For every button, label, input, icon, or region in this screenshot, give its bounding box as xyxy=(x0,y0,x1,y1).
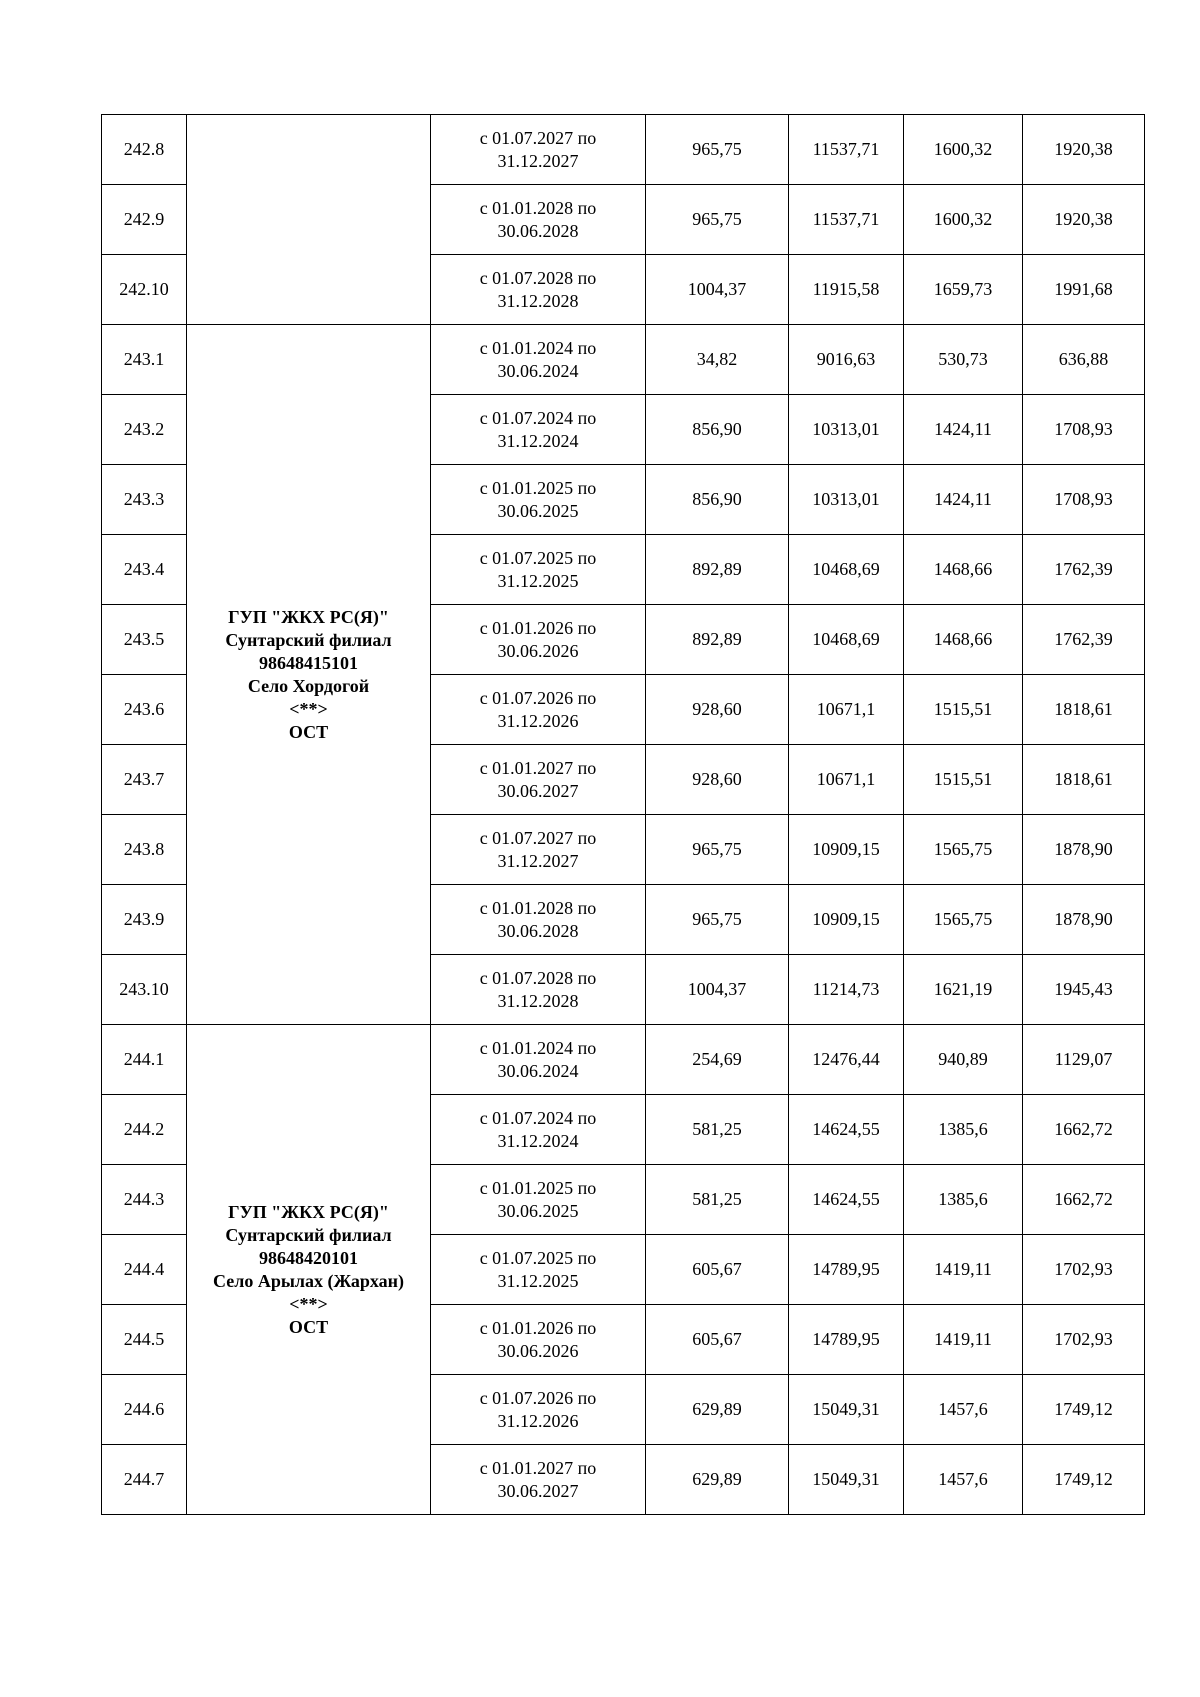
period-line: 30.06.2027 xyxy=(497,780,579,801)
organization-line: 98648415101 xyxy=(259,652,358,673)
value-cell-1: 629,89 xyxy=(646,1375,789,1445)
period-cell xyxy=(431,535,646,605)
value-cell-2: 10468,69 xyxy=(789,605,904,675)
row-number: 243.9 xyxy=(102,885,187,955)
value-cell-2: 11214,73 xyxy=(789,955,904,1025)
table-row xyxy=(102,325,1145,395)
organization-line: ОСТ xyxy=(288,721,329,742)
organization-line: <**> xyxy=(289,1293,328,1314)
value-cell-2: 10468,69 xyxy=(789,535,904,605)
period-line: 30.06.2028 xyxy=(497,220,579,241)
organization-line: <**> xyxy=(289,698,328,719)
value-cell-3: 530,73 xyxy=(904,325,1023,395)
tariff-table-body xyxy=(102,115,1145,1515)
row-number: 244.6 xyxy=(102,1375,187,1445)
row-number: 243.7 xyxy=(102,745,187,815)
value-cell-4: 1878,90 xyxy=(1023,815,1145,885)
period-line: 30.06.2028 xyxy=(497,920,579,941)
value-cell-4: 1708,93 xyxy=(1023,395,1145,465)
value-cell-4: 1762,39 xyxy=(1023,605,1145,675)
value-cell-3: 1565,75 xyxy=(904,885,1023,955)
value-cell-2: 14624,55 xyxy=(789,1165,904,1235)
period-line: с 01.01.2025 по xyxy=(479,1177,597,1198)
period-line: с 01.07.2025 по xyxy=(479,547,597,568)
row-number: 243.4 xyxy=(102,535,187,605)
period-line: 31.12.2028 xyxy=(497,290,579,311)
period-line: с 01.01.2024 по xyxy=(479,337,597,358)
value-cell-3: 1419,11 xyxy=(904,1235,1023,1305)
organization-cell xyxy=(187,325,431,1025)
period-line: с 01.01.2027 по xyxy=(479,757,597,778)
value-cell-3: 1424,11 xyxy=(904,465,1023,535)
value-cell-4: 1818,61 xyxy=(1023,745,1145,815)
period-line: 30.06.2027 xyxy=(497,1480,579,1501)
value-cell-2: 10909,15 xyxy=(789,885,904,955)
period-cell xyxy=(431,955,646,1025)
tariff-table xyxy=(101,114,1145,1515)
period-line: 31.12.2027 xyxy=(497,850,579,871)
row-number: 243.2 xyxy=(102,395,187,465)
value-cell-4: 1991,68 xyxy=(1023,255,1145,325)
value-cell-3: 1659,73 xyxy=(904,255,1023,325)
value-cell-4: 1708,93 xyxy=(1023,465,1145,535)
value-cell-1: 605,67 xyxy=(646,1235,789,1305)
value-cell-2: 9016,63 xyxy=(789,325,904,395)
period-line: 31.12.2028 xyxy=(497,990,579,1011)
period-line: с 01.07.2028 по xyxy=(479,267,597,288)
period-line: с 01.07.2027 по xyxy=(479,127,597,148)
value-cell-3: 1468,66 xyxy=(904,535,1023,605)
value-cell-1: 34,82 xyxy=(646,325,789,395)
value-cell-3: 940,89 xyxy=(904,1025,1023,1095)
value-cell-1: 1004,37 xyxy=(646,955,789,1025)
row-number: 244.5 xyxy=(102,1305,187,1375)
value-cell-2: 10313,01 xyxy=(789,395,904,465)
value-cell-2: 10909,15 xyxy=(789,815,904,885)
value-cell-3: 1468,66 xyxy=(904,605,1023,675)
period-line: 30.06.2025 xyxy=(497,500,579,521)
value-cell-1: 605,67 xyxy=(646,1305,789,1375)
value-cell-1: 629,89 xyxy=(646,1445,789,1515)
value-cell-1: 856,90 xyxy=(646,395,789,465)
value-cell-2: 15049,31 xyxy=(789,1375,904,1445)
row-number: 243.1 xyxy=(102,325,187,395)
value-cell-2: 10671,1 xyxy=(789,745,904,815)
row-number: 244.1 xyxy=(102,1025,187,1095)
period-cell xyxy=(431,465,646,535)
value-cell-4: 1702,93 xyxy=(1023,1235,1145,1305)
period-cell xyxy=(431,1025,646,1095)
row-number: 242.9 xyxy=(102,185,187,255)
row-number: 243.3 xyxy=(102,465,187,535)
period-line: с 01.07.2027 по xyxy=(479,827,597,848)
period-line: с 01.01.2026 по xyxy=(479,617,597,638)
period-line: с 01.01.2027 по xyxy=(479,1457,597,1478)
value-cell-3: 1515,51 xyxy=(904,675,1023,745)
period-cell xyxy=(431,1305,646,1375)
period-line: 31.12.2024 xyxy=(497,430,579,451)
row-number: 244.7 xyxy=(102,1445,187,1515)
value-cell-2: 11915,58 xyxy=(789,255,904,325)
value-cell-3: 1457,6 xyxy=(904,1375,1023,1445)
table-row xyxy=(102,1025,1145,1095)
period-line: с 01.01.2024 по xyxy=(479,1037,597,1058)
organization-line: Сунтарский филиал xyxy=(225,629,392,650)
value-cell-1: 965,75 xyxy=(646,115,789,185)
row-number: 243.8 xyxy=(102,815,187,885)
value-cell-3: 1385,6 xyxy=(904,1095,1023,1165)
value-cell-4: 1749,12 xyxy=(1023,1445,1145,1515)
period-line: с 01.07.2024 по xyxy=(479,1107,597,1128)
value-cell-3: 1457,6 xyxy=(904,1445,1023,1515)
value-cell-2: 12476,44 xyxy=(789,1025,904,1095)
period-cell xyxy=(431,115,646,185)
value-cell-2: 15049,31 xyxy=(789,1445,904,1515)
value-cell-3: 1600,32 xyxy=(904,185,1023,255)
period-line: 31.12.2024 xyxy=(497,1130,579,1151)
value-cell-1: 965,75 xyxy=(646,885,789,955)
value-cell-3: 1621,19 xyxy=(904,955,1023,1025)
row-number: 242.8 xyxy=(102,115,187,185)
value-cell-4: 1762,39 xyxy=(1023,535,1145,605)
row-number: 244.2 xyxy=(102,1095,187,1165)
organization-cell xyxy=(187,1025,431,1515)
row-number: 242.10 xyxy=(102,255,187,325)
organization-line: ГУП "ЖКХ РС(Я)" xyxy=(228,1201,389,1222)
value-cell-3: 1565,75 xyxy=(904,815,1023,885)
period-cell xyxy=(431,675,646,745)
value-cell-4: 1818,61 xyxy=(1023,675,1145,745)
value-cell-1: 965,75 xyxy=(646,815,789,885)
value-cell-1: 892,89 xyxy=(646,535,789,605)
value-cell-3: 1424,11 xyxy=(904,395,1023,465)
value-cell-2: 14789,95 xyxy=(789,1305,904,1375)
row-number: 243.5 xyxy=(102,605,187,675)
period-line: с 01.07.2026 по xyxy=(479,687,597,708)
period-cell xyxy=(431,395,646,465)
period-line: 30.06.2024 xyxy=(497,1060,579,1081)
organization-line: ОСТ xyxy=(288,1316,329,1337)
period-line: с 01.07.2024 по xyxy=(479,407,597,428)
value-cell-4: 1945,43 xyxy=(1023,955,1145,1025)
period-line: с 01.07.2026 по xyxy=(479,1387,597,1408)
value-cell-3: 1419,11 xyxy=(904,1305,1023,1375)
period-line: с 01.01.2026 по xyxy=(479,1317,597,1338)
period-line: 31.12.2026 xyxy=(497,1410,579,1431)
period-line: с 01.07.2025 по xyxy=(479,1247,597,1268)
value-cell-3: 1600,32 xyxy=(904,115,1023,185)
value-cell-1: 254,69 xyxy=(646,1025,789,1095)
period-line: 30.06.2025 xyxy=(497,1200,579,1221)
value-cell-4: 1749,12 xyxy=(1023,1375,1145,1445)
period-line: с 01.01.2028 по xyxy=(479,897,597,918)
value-cell-1: 581,25 xyxy=(646,1095,789,1165)
period-line: 30.06.2026 xyxy=(497,1340,579,1361)
value-cell-1: 856,90 xyxy=(646,465,789,535)
value-cell-2: 11537,71 xyxy=(789,115,904,185)
organization-line: Село Хордогой xyxy=(247,675,370,696)
value-cell-1: 581,25 xyxy=(646,1165,789,1235)
value-cell-4: 1920,38 xyxy=(1023,185,1145,255)
period-line: с 01.07.2028 по xyxy=(479,967,597,988)
value-cell-2: 14789,95 xyxy=(789,1235,904,1305)
period-cell xyxy=(431,815,646,885)
period-cell xyxy=(431,1375,646,1445)
value-cell-1: 892,89 xyxy=(646,605,789,675)
period-cell xyxy=(431,325,646,395)
period-cell xyxy=(431,185,646,255)
value-cell-4: 1878,90 xyxy=(1023,885,1145,955)
value-cell-4: 1662,72 xyxy=(1023,1165,1145,1235)
value-cell-1: 1004,37 xyxy=(646,255,789,325)
value-cell-2: 14624,55 xyxy=(789,1095,904,1165)
value-cell-1: 965,75 xyxy=(646,185,789,255)
period-line: 31.12.2027 xyxy=(497,150,579,171)
period-cell xyxy=(431,1235,646,1305)
period-cell xyxy=(431,1095,646,1165)
table-row xyxy=(102,115,1145,185)
period-cell xyxy=(431,745,646,815)
row-number: 244.4 xyxy=(102,1235,187,1305)
period-line: 30.06.2024 xyxy=(497,360,579,381)
period-cell xyxy=(431,1445,646,1515)
period-line: 31.12.2025 xyxy=(497,570,579,591)
organization-line: ГУП "ЖКХ РС(Я)" xyxy=(228,606,389,627)
value-cell-1: 928,60 xyxy=(646,675,789,745)
period-cell xyxy=(431,605,646,675)
row-number: 244.3 xyxy=(102,1165,187,1235)
value-cell-2: 10313,01 xyxy=(789,465,904,535)
organization-line: Сунтарский филиал xyxy=(225,1224,392,1245)
value-cell-3: 1385,6 xyxy=(904,1165,1023,1235)
organization-line: 98648420101 xyxy=(259,1247,358,1268)
value-cell-4: 1702,93 xyxy=(1023,1305,1145,1375)
value-cell-2: 11537,71 xyxy=(789,185,904,255)
row-number: 243.10 xyxy=(102,955,187,1025)
value-cell-2: 10671,1 xyxy=(789,675,904,745)
value-cell-3: 1515,51 xyxy=(904,745,1023,815)
value-cell-4: 1129,07 xyxy=(1023,1025,1145,1095)
period-cell xyxy=(431,1165,646,1235)
row-number: 243.6 xyxy=(102,675,187,745)
value-cell-4: 1662,72 xyxy=(1023,1095,1145,1165)
value-cell-4: 636,88 xyxy=(1023,325,1145,395)
organization-line: Село Арылах (Жархан) xyxy=(213,1270,404,1291)
period-line: с 01.01.2028 по xyxy=(479,197,597,218)
period-line: 31.12.2025 xyxy=(497,1270,579,1291)
value-cell-1: 928,60 xyxy=(646,745,789,815)
period-line: 31.12.2026 xyxy=(497,710,579,731)
organization-cell xyxy=(187,115,431,325)
period-line: 30.06.2026 xyxy=(497,640,579,661)
period-cell xyxy=(431,885,646,955)
value-cell-4: 1920,38 xyxy=(1023,115,1145,185)
period-cell xyxy=(431,255,646,325)
period-line: с 01.01.2025 по xyxy=(479,477,597,498)
